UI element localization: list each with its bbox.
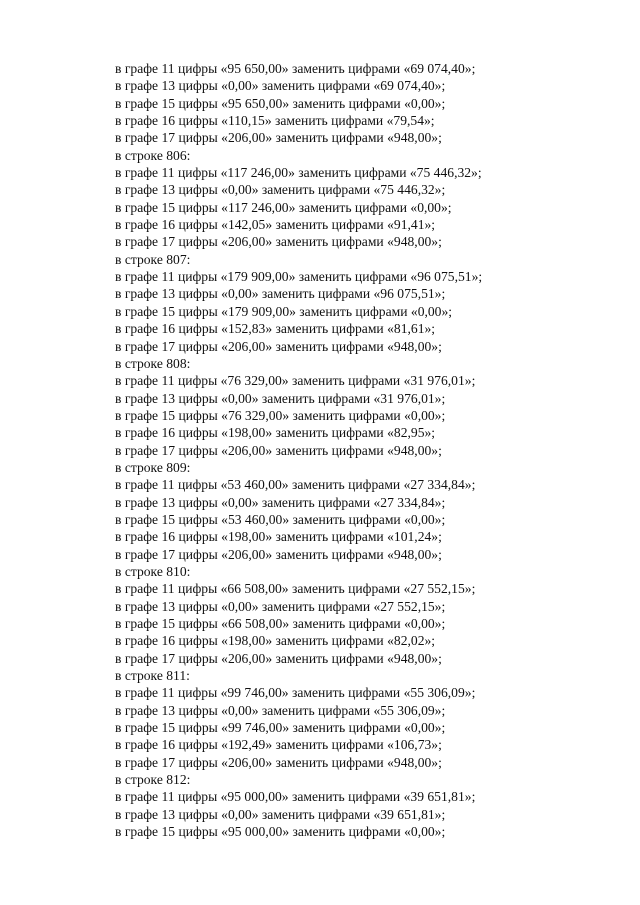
amendment-line: в графе 16 цифры «192,49» заменить цифрами «106,73»; — [115, 737, 442, 753]
row-heading: в строке 811: — [115, 668, 190, 684]
amendment-line: в графе 15 цифры «99 746,00» заменить цифрами «0,00»; — [115, 720, 446, 736]
amendment-line: в графе 11 цифры «95 650,00» заменить цифрами «69 074,40»; — [115, 61, 476, 76]
amendment-line: в графе 15 цифры «117 246,00» заменить цифрами «0,00»; — [115, 199, 452, 215]
amendment-line: в графе 15 цифры «95 650,00» заменить цифрами «0,00»; — [115, 95, 446, 111]
amendment-line: в графе 17 цифры «206,00» заменить цифрами «948,00»; — [115, 234, 442, 250]
amendment-line: в графе 15 цифры «66 508,00» заменить цифрами «0,00»; — [115, 616, 446, 631]
amendment-line: в графе 11 цифры «76 329,00» заменить цифрами «31 976,01»; — [115, 373, 476, 389]
amendment-line: в графе 16 цифры «152,83» заменить цифрами «81,61»; — [115, 321, 436, 337]
row-heading: в строке 808: — [115, 355, 191, 371]
amendment-line: в графе 15 цифры «76 329,00» заменить цифрами «0,00»; — [115, 407, 446, 423]
row-heading: в строке 807: — [115, 251, 191, 267]
amendment-line: в графе 11 цифры «179 909,00» заменить цифрами «96 075,51»; — [115, 269, 483, 285]
amendment-line: в графе 16 цифры «110,15» заменить цифрами «79,54»; — [115, 113, 435, 129]
amendment-line: в графе 13 цифры «0,00» заменить цифрами «55 306,09»; — [115, 702, 446, 718]
amendment-line: в графе 11 цифры «117 246,00» заменить цифрами «75 446,32»; — [115, 165, 482, 181]
amendment-line: в графе 17 цифры «206,00» заменить цифрами «948,00»; — [115, 754, 442, 770]
row-heading: в строке 812: — [115, 772, 191, 788]
amendment-line: в графе 17 цифры «206,00» заменить цифрами «948,00»; — [115, 130, 442, 146]
amendment-line: в графе 11 цифры «95 000,00» заменить цифрами «39 651,81»; — [115, 789, 476, 805]
amendment-line: в графе 13 цифры «0,00» заменить цифрами «69 074,40»; — [115, 78, 446, 94]
amendment-line: в графе 17 цифры «206,00» заменить цифрами «948,00»; — [115, 338, 442, 354]
amendment-line: в графе 13 цифры «0,00» заменить цифрами «27 334,84»; — [115, 494, 446, 510]
amendment-line: в графе 13 цифры «0,00» заменить цифрами «27 552,15»; — [115, 598, 446, 614]
row-heading: в строке 809: — [115, 459, 191, 475]
amendment-line: в графе 17 цифры «206,00» заменить цифрами «948,00»; — [115, 546, 442, 562]
amendment-line: в графе 15 цифры «53 460,00» заменить цифрами «0,00»; — [115, 511, 446, 527]
amendment-line: в графе 16 цифры «142,05» заменить цифрами «91,41»; — [115, 217, 436, 233]
amendment-line: в графе 11 цифры «66 508,00» заменить цифрами «27 552,15»; — [115, 581, 476, 597]
amendment-line: в графе 13 цифры «0,00» заменить цифрами «31 976,01»; — [115, 390, 446, 406]
document-body — [115, 60, 615, 840]
amendment-line: в графе 17 цифры «206,00» заменить цифрами «948,00»; — [115, 650, 442, 666]
amendment-line: в графе 13 цифры «0,00» заменить цифрами «39 651,81»; — [115, 806, 446, 822]
row-heading: в строке 810: — [115, 563, 191, 579]
amendment-line: в графе 15 цифры «95 000,00» заменить цифрами «0,00»; — [115, 824, 446, 840]
amendment-line: в графе 13 цифры «0,00» заменить цифрами «96 075,51»; — [115, 286, 446, 302]
row-heading: в строке 806: — [115, 147, 191, 163]
amendment-line: в графе 16 цифры «198,00» заменить цифрами «101,24»; — [115, 529, 442, 545]
amendment-line: в графе 11 цифры «53 460,00» заменить цифрами «27 334,84»; — [115, 477, 476, 493]
amendment-line: в графе 11 цифры «99 746,00» заменить цифрами «55 306,09»; — [115, 685, 476, 701]
amendment-line: в графе 13 цифры «0,00» заменить цифрами «75 446,32»; — [115, 182, 446, 198]
amendment-line: в графе 15 цифры «179 909,00» заменить цифрами «0,00»; — [115, 303, 453, 319]
amendment-line: в графе 17 цифры «206,00» заменить цифрами «948,00»; — [115, 442, 442, 458]
amendment-line: в графе 16 цифры «198,00» заменить цифрами «82,02»; — [115, 633, 436, 649]
amendment-line: в графе 16 цифры «198,00» заменить цифрами «82,95»; — [115, 425, 436, 441]
